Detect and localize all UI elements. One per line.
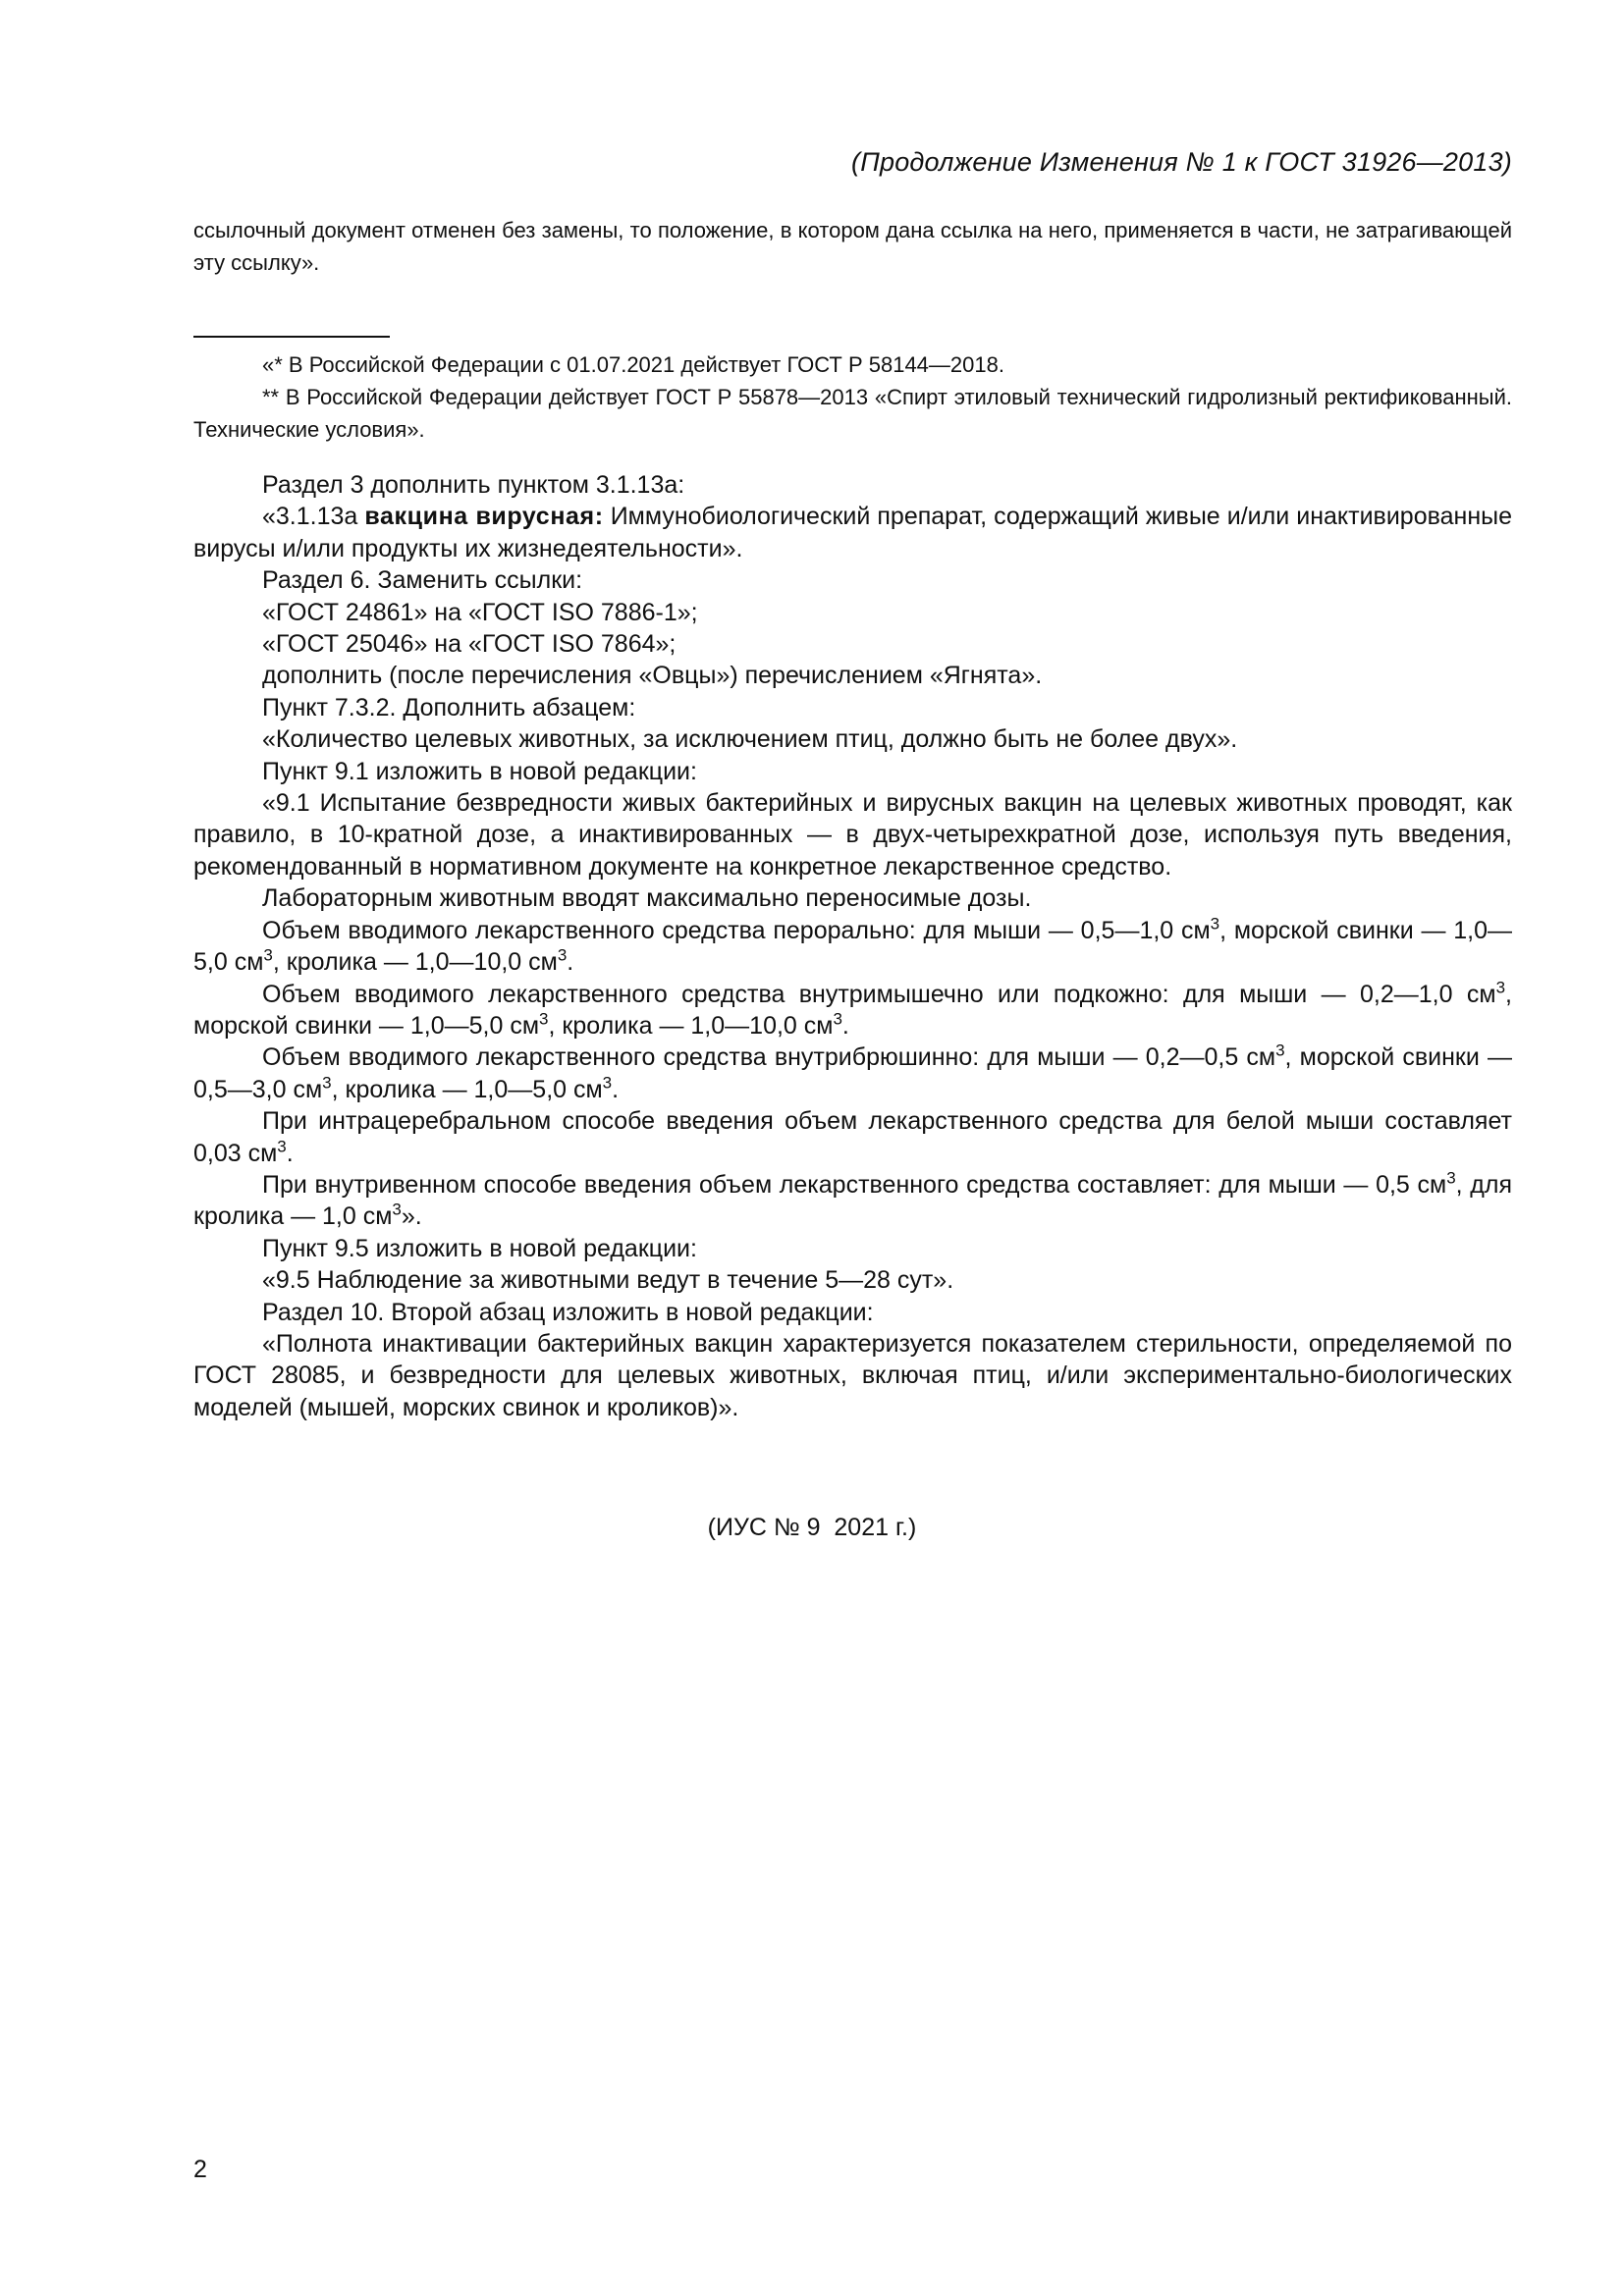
definition-paragraph — [193, 501, 1512, 564]
paragraph: Раздел 3 дополнить пунктом 3.1.13а: — [262, 471, 685, 499]
dose-paragraph-intraperitoneal: Объем вводимого лекарственного средства внутрибрюшинно: для мыши — 0,2—0,5 $см^3$, морской свинки — 0,5—3,0 $см^3$, кролика — 1,0—5,0 $см^3$. — [193, 1041, 1512, 1103]
footnote-1: «* В Российской Федерации с 01.07.2021 действует ГОСТ Р 58144—2018. — [262, 352, 1004, 377]
definition-text: Иммунобиологический препарат, содержащий живые и/или инактивированные вирусы и/или продукты их жизнедеятельности». — [193, 503, 1513, 562]
paragraph: Пункт 9.5 изложить в новой редакции: — [262, 1234, 697, 1262]
dose-paragraph-oral: Объем вводимого лекарственного средства перорально: для мыши — 0,5—1,0 $см^3$, морской свинки — 1,0—5,0 $см^3$, кролика — 1,0—10,0 $см^3$. — [193, 914, 1512, 977]
definition-number: «3.1.13а — [262, 503, 365, 531]
paragraph: «Полнота инактивации бактерийных вакцин характеризуется показателем стерильности, определяемой по ГОСТ 28085, и безвредности для целевых животных, включая птиц, и/или экспериментально-биологических моделей (мышей, морских свинок и кроликов)». — [193, 1329, 1512, 1421]
paragraph: Раздел 6. Заменить ссылки: — [262, 566, 583, 595]
paragraph: «9.5 Наблюдение за животными ведут в течение 5—28 сут». — [262, 1266, 954, 1295]
ius-reference: (ИУС № 9 2021 г.) — [707, 1514, 917, 1541]
paragraph: «Количество целевых животных, за исключением птиц, должно быть не более двух». — [262, 725, 1238, 754]
paragraph: «ГОСТ 25046» на «ГОСТ ISO 7864»; — [262, 630, 677, 659]
paragraph: «ГОСТ 24861» на «ГОСТ ISO 7886-1»; — [262, 598, 698, 626]
page-header: (Продолжение Изменения № 1 к ГОСТ 31926—2013) — [851, 147, 1512, 177]
footnote-2: ** В Российской Федерации действует ГОСТ Р 55878—2013 «Спирт этиловый технический гидролизный ректификованный. Технические условия». — [193, 385, 1512, 442]
paragraph: дополнить (после перечисления «Овцы») перечислением «Ягнята». — [262, 662, 1043, 690]
dose-paragraph-intramuscular: Объем вводимого лекарственного средства внутримышечно или подкожно: для мыши — 0,2—1,0 $см^3$, морской свинки — 1,0—5,0 $см^3$, кролика — 1,0—10,0 $см^3$. — [193, 978, 1512, 1040]
dose-paragraph-intravenous: При внутривенном способе введения объем лекарственного средства составляет: для мыши — 0,5 $см^3$, для кролика — 1,0 $см^3$». — [193, 1168, 1512, 1231]
amendment-body — [193, 469, 1512, 1423]
definition-term: вакцина вирусная: — [364, 503, 604, 531]
paragraph: Пункт 7.3.2. Дополнить абзацем: — [262, 693, 636, 721]
paragraph: Раздел 10. Второй абзац изложить в новой редакции: — [262, 1298, 874, 1326]
intro-paragraph: ссылочный документ отменен без замены, то положение, в котором дана ссылка на него, применяется в части, не затрагивающей эту ссылку». — [193, 218, 1512, 275]
paragraph: Лабораторным животным вводят максимально переносимые дозы. — [262, 884, 1032, 913]
page-number: 2 — [193, 2156, 207, 2183]
paragraph: Пункт 9.1 изложить в новой редакции: — [262, 757, 697, 785]
paragraph: «9.1 Испытание безвредности живых бактерийных и вирусных вакцин на целевых животных проводят, как правило, в 10-кратной дозе, а инактивированных — в двух-четырехкратной дозе, используя путь введения, рекомендованный в нормативном документе на конкретное лекарственное средство. — [193, 789, 1512, 881]
footnotes — [193, 348, 1512, 446]
dose-paragraph-intracerebral: При интрацеребральном способе введения объем лекарственного средства для белой мыши составляет 0,03 $см^3$. — [193, 1107, 1512, 1167]
footnote-separator — [193, 336, 390, 338]
